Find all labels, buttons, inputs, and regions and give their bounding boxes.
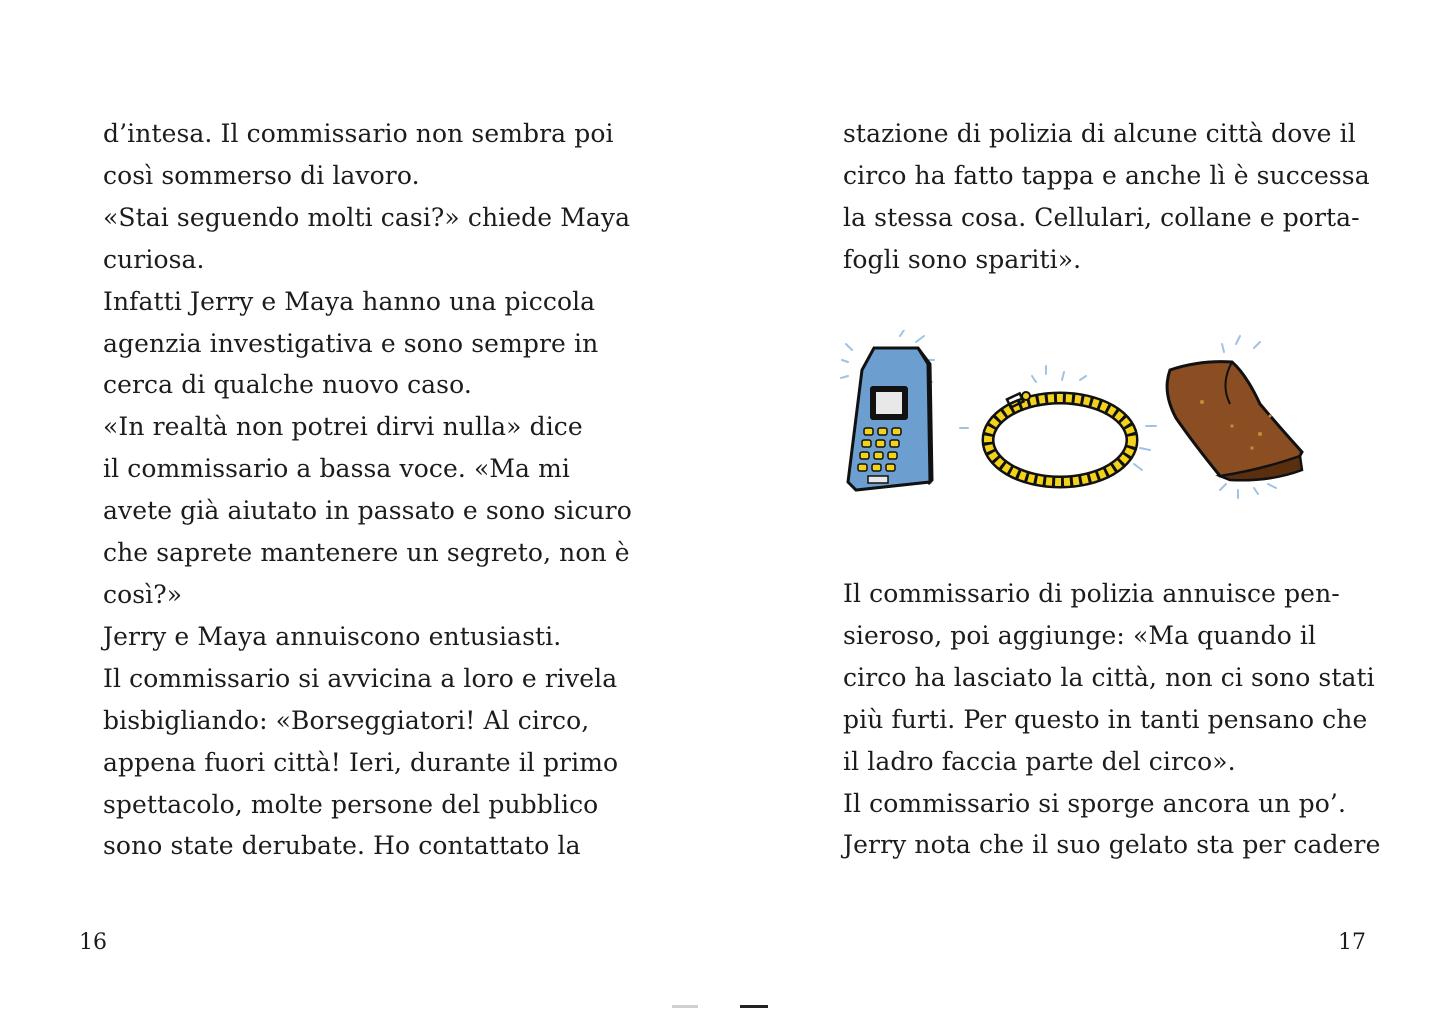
text-line: circo ha fatto tappa e anche lì è successa — [843, 160, 1370, 190]
left-page — [0, 0, 722, 1009]
text-line: agenzia investigativa e sono sempre in — [103, 328, 599, 358]
stolen-items-illustration — [840, 330, 1340, 510]
gutter-mark — [740, 1005, 768, 1008]
text-line: appena fuori città! Ieri, durante il primo — [103, 747, 619, 777]
text-line: Jerry nota che il suo gelato sta per cadere — [843, 830, 1381, 860]
text-line: bisbigliando: «Borseggiatori! Al circo, — [103, 705, 590, 735]
text-line: Il commissario di polizia annuisce pen- — [843, 579, 1340, 608]
text-line: stazione di polizia di alcune città dove il — [843, 119, 1356, 148]
text-line: sono state derubate. Ho contattato la — [103, 831, 581, 861]
text-line: fogli sono spariti». — [843, 244, 1082, 274]
text-line: cerca di qualche nuovo caso. — [103, 370, 472, 400]
text-line: la stessa cosa. Cellulari, collane e porta- — [843, 202, 1360, 232]
text-line: sieroso, poi aggiunge: «Ma quando il — [843, 620, 1317, 650]
gold-necklace-icon — [960, 366, 1156, 482]
right-page — [722, 0, 1445, 1009]
text-line: più furti. Per questo in tanti pensano che — [843, 704, 1368, 734]
text-line: spettacolo, molte persone del pubblico — [103, 789, 599, 819]
text-line: così sommerso di lavoro. — [103, 160, 420, 190]
text-line: Il commissario si sporge ancora un po’. — [843, 788, 1346, 818]
mobile-phone-icon — [841, 330, 934, 490]
gutter-mark — [672, 1005, 698, 1008]
gutter-marks — [0, 1005, 1445, 1009]
text-line: «Stai seguendo molti casi?» chiede Maya — [103, 202, 631, 232]
right-page-text-bottom — [843, 573, 1381, 866]
page-number-left: 16 — [79, 930, 107, 955]
text-line: Infatti Jerry e Maya hanno una piccola — [103, 286, 596, 316]
text-line: così?» — [103, 579, 183, 609]
text-line: che saprete mantenere un segreto, non è — [103, 538, 630, 568]
text-line: Jerry e Maya annuiscono entusiasti. — [103, 621, 562, 651]
text-line: il commissario a bassa voce. «Ma mi — [103, 454, 570, 484]
text-line: d’intesa. Il commissario non sembra poi — [103, 119, 614, 148]
brown-wallet-icon — [1167, 336, 1302, 498]
text-line: circo ha lasciato la città, non ci sono stati — [843, 662, 1375, 692]
page-number-right: 17 — [1338, 930, 1366, 955]
left-page-text — [103, 113, 632, 867]
text-line: curiosa. — [103, 244, 205, 274]
text-line: Il commissario si avvicina a loro e rivela — [103, 663, 618, 693]
right-page-text-top — [843, 113, 1370, 281]
text-line: avete già aiutato in passato e sono sicuro — [103, 496, 632, 526]
text-line: il ladro faccia parte del circo». — [843, 746, 1236, 776]
text-line: «In realtà non potrei dirvi nulla» dice — [103, 412, 583, 442]
